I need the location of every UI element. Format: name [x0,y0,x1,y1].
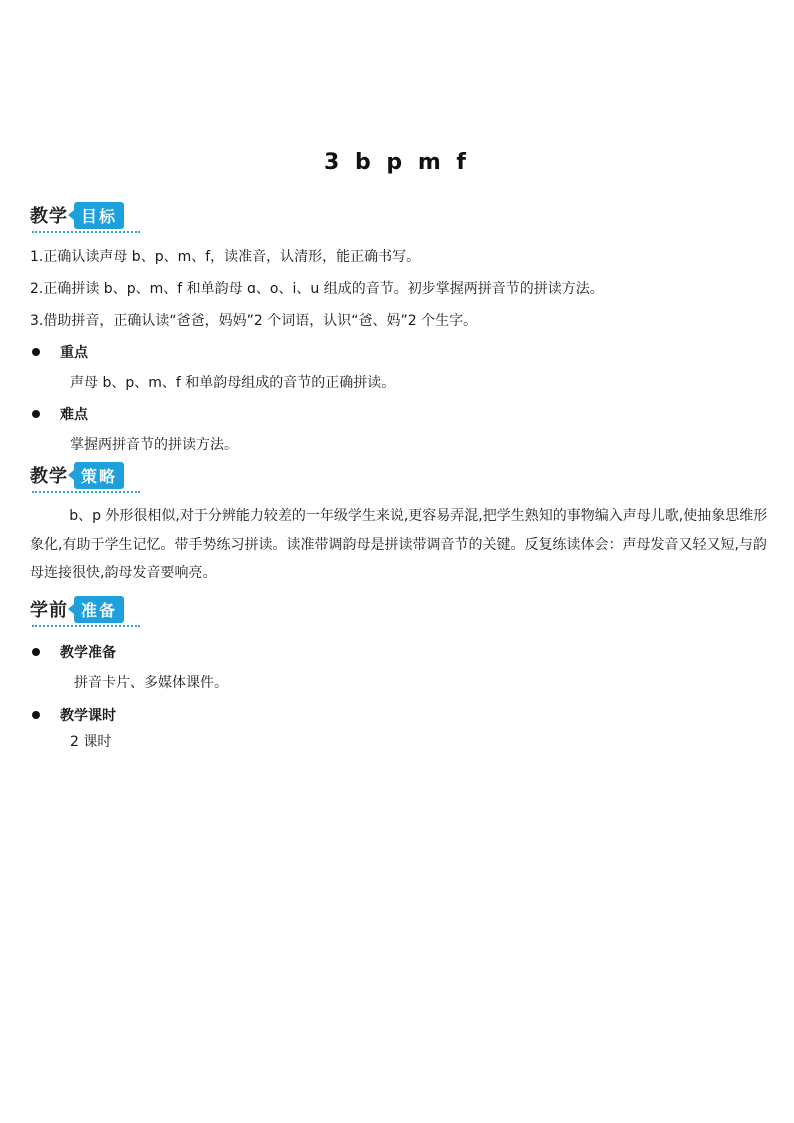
bullet-icon [32,648,40,656]
section-heading-goals-tag: 目标 [74,202,124,229]
prep-hours-label: 教学课时 [60,708,116,724]
key-point-label: 重点 [60,345,88,361]
prep-hours-heading [32,705,116,725]
prep-hours-text: 2 课时 [70,734,112,750]
key-point-text: 声母 b、p、m、f 和单韵母组成的音节的正确拼读。 [70,375,396,391]
dotted-underline [32,491,140,493]
goal-item-2: 2.正确拼读 b、p、m、f 和单韵母 ɑ、o、i、u 组成的音节。初步掌握两拼音节的拼读方法。 [30,281,604,297]
section-heading-goals [30,200,124,230]
section-heading-strategy-tag: 策略 [74,462,124,489]
section-heading-goals-prefix: 教学 [30,206,68,227]
section-heading-strategy-prefix: 教学 [30,466,68,487]
goal-item-3: 3.借助拼音，正确认读“爸爸，妈妈”2 个词语，认识“爸、妈”2 个生字。 [30,313,478,329]
difficulty-label: 难点 [60,407,88,423]
goal-item-1: 1.正确认读声母 b、p、m、f，读准音，认清形，能正确书写。 [30,249,421,265]
bullet-icon [32,348,40,356]
page-title: 3 b p m f [324,150,470,175]
section-heading-prep [30,594,124,624]
section-heading-prep-prefix: 学前 [30,600,68,621]
prep-materials-heading [32,642,116,662]
dotted-underline [32,625,140,627]
difficulty-text: 掌握两拼音节的拼读方法。 [70,437,238,453]
strategy-paragraph: b、p 外形很相似,对于分辨能力较差的一年级学生来说,更容易弄混,把学生熟知的事物编入声母儿歌,使抽象思维形象化,有助于学生记忆。带手势练习拼读。读准带调韵母是拼读带调音节的关键。反复练读体会：声母发音又轻又短,与韵母连接很快,韵母发音要响亮。 [30,508,768,581]
prep-materials-label: 教学准备 [60,645,116,661]
bullet-icon [32,410,40,418]
section-heading-prep-tag: 准备 [74,596,124,623]
difficulty-heading [32,404,88,424]
section-heading-strategy [30,460,124,490]
bullet-icon [32,711,40,719]
dotted-underline [32,231,140,233]
key-point-heading [32,342,88,362]
prep-materials-text: 拼音卡片、多媒体课件。 [74,675,228,691]
